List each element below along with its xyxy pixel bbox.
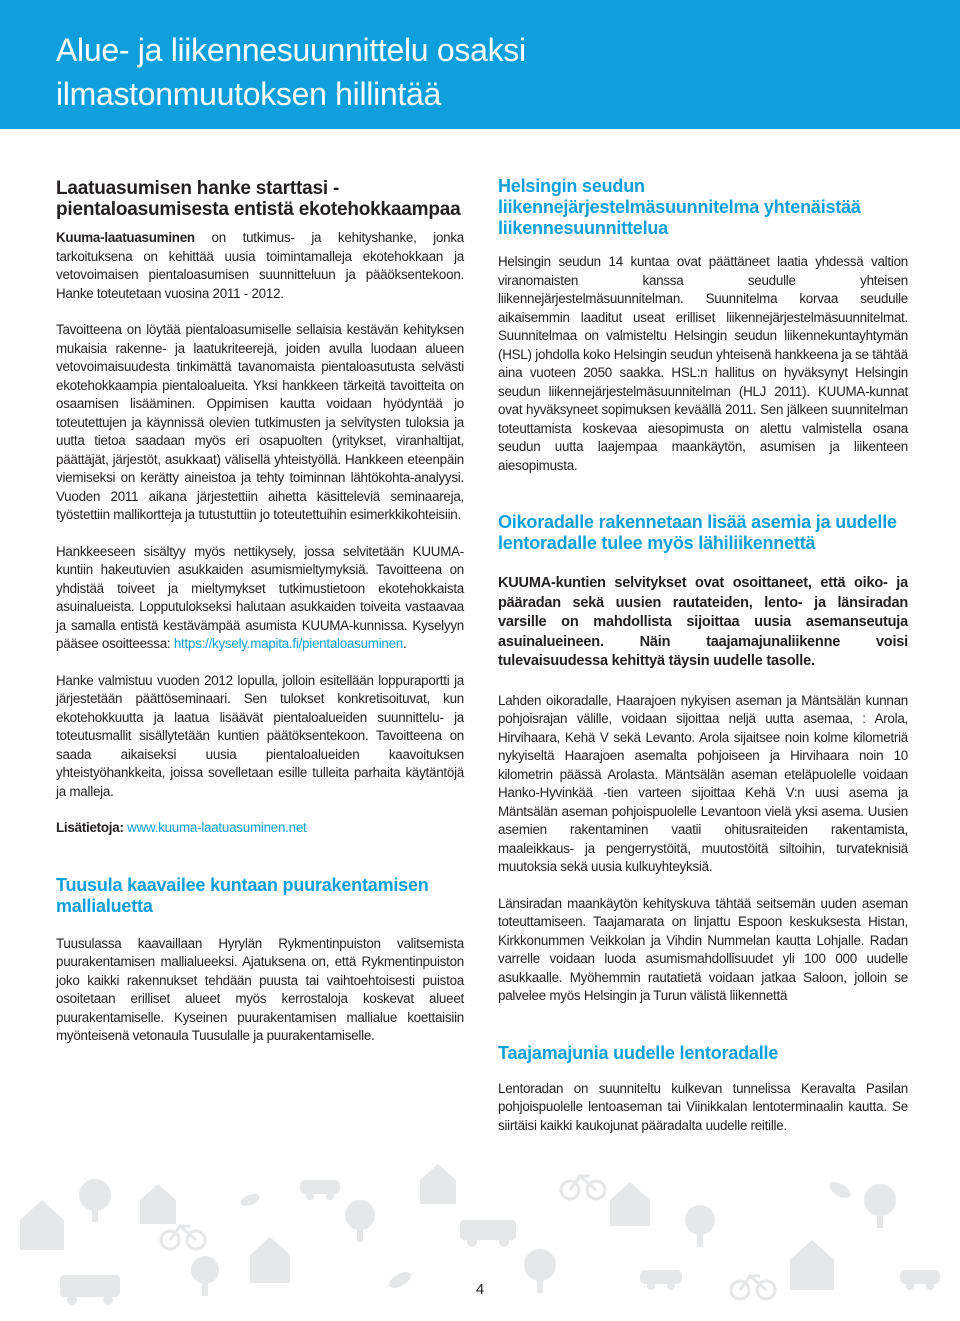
tree-icon	[864, 1184, 896, 1216]
article-paragraph: Lentoradan on suunniteltu kulkevan tunnelissa Keravalta Pasilan pohjoispuolelle lentoaseman tai Viinikkalan lentoterminaalin kautta. Se siirtäisi kaikki kaukojunat pääradalta uudelle reitille.	[498, 1080, 908, 1133]
article-tuusula	[56, 875, 464, 1046]
article-hlj	[498, 176, 908, 475]
more-info-link[interactable]: www.kuuma-laatuasuminen.net	[127, 820, 307, 835]
more-info-line	[56, 819, 464, 838]
bicycle-icon	[561, 1176, 605, 1199]
tree-icon	[685, 1205, 715, 1235]
title-line-2: ilmastonmuutoksen hillintää	[56, 76, 441, 112]
house-icon	[140, 1184, 176, 1224]
article-paragraph: Tuusulassa kaavaillaan Hyrylän Rykmentinpuiston valitsemista puurakentamisen mallialueeksi. Ajatuksena on, että Rykmentinpuiston joko kaikki rakennukset tehdään puusta tai vaihtoehtoisesti puistoa osoitetaan erilliset alueet myös kerrostaloja koskevat alueet puurakentamiselle. Kyseinen puurakentamisen mallialue koettaisiin myönteisenä vetonaula Tuusulalle ja puurakentamiselle.	[56, 935, 464, 1043]
more-info-label: Lisätietoja:	[56, 820, 124, 835]
page-number: 4	[475, 1281, 485, 1298]
article-lead: KUUMA-kuntien selvitykset ovat osoittaneet, että oiko- ja pääradan sekä uusien rautateiden, lento- ja länsiradan varsille on mahdollista sijoittaa uusia asemanseutuja asuinalueineen. Näin taajamajunaliikenne voisi tulevaisuudessa kehittyä täysin uudelle tasolle.	[498, 575, 908, 669]
paragraph-text: on tutkimus- ja kehityshanke, jonka tarkoituksena on kehittää uusia toimintamalleja ekotehokkaan ja vetovoimaisen pientaloasumisen suunnitteluun ja pääöksentekoon. Hanke toteutetaan vuosina 2011 - 2012.	[56, 230, 464, 301]
article-oikorata	[498, 512, 908, 1006]
paragraph-text: Hankkeeseen sisältyy myös nettikysely, jossa selvitetään KUUMA-kuntiin hakeutuvien asukkaiden asumismieltymyksiä. Tavoitteena on yhdistää toiveet ja mieltymykset tutkimustietoon ekotehokkaista asuinalueista. Lopputulokseksi halutaan asukkaiden toiveita vastaavaa ja samalla entistä kestävämpää asumista KUUMA-kunnissa. Kyselyyn pääsee osoitteessa:	[56, 543, 464, 651]
article-paragraph	[56, 229, 464, 303]
page-title	[56, 28, 916, 116]
car-icon	[300, 1180, 340, 1194]
article-heading: Taajamajunia uudelle lentoradalle	[498, 1042, 779, 1063]
tree-icon	[524, 1249, 556, 1281]
house-icon	[610, 1182, 650, 1226]
house-icon	[250, 1237, 290, 1283]
paragraph-text: .	[403, 636, 407, 651]
tree-icon	[191, 1256, 219, 1284]
leaf-icon	[827, 1179, 854, 1201]
tree-icon	[345, 1200, 375, 1230]
article-paragraph: Helsingin seudun 14 kuntaa ovat päättäneet laatia yhdessä valtion viranomaisten kanssa seudulle yhteisen liikennejärjestelmäsuunnitelman. Suunnitelma korvaa seudulle aikaisemmin laaditut useat erilliset liikennejärjestelmäsuunnitelmat. Suunnitelmaa on valmisteltu Helsingin seudun liikennekuntayhtymän (HSL) johdolla koko Helsingin seudun yhteisenä hankkeena ja se tähtää aina vuoteen 2050 saakka. HSL:n hallitus on hyväksynyt Helsingin seudun liikennejärjestelmäsuunnitelman (HLJ 2011). KUUMA-kunnat ovat hyväksyneet sopimuksen keväällä 2011. Sen jälkeen suunnitelman toteuttamista koskevaa aiesopimusta on alettu valmistella osana seudun uutta laajempaa maankäytön, asumisen ja liikenteen aiesopimusta.	[498, 254, 908, 473]
header-banner	[0, 0, 960, 129]
article-paragraph	[56, 543, 464, 654]
article-paragraph: Tavoitteena on löytää pientaloasumiselle sellaisia kestävän kehityksen mukaisia rakenne- ja laatukriteerejä, joiden avulla luodaan alueen vetovoimaisuudesta tinkimättä tavanomaista pientaloasutusta selvästi ekotehokkaampia pientaloalueita. Yksi hankkeen tärkeitä tavoitteita on osaamisen lisääminen. Oppimisen kautta voidaan hyödyntää jo toteutettujen ja käynnissä olevien tutkimusten ja selvitysten tuloksia ja uutta tietoa saadaan myös eri osapuolten (yritykset, viranhaltijat, päättäjät, järjestöt, asukkaat) välisellä yhteistyöllä. Hankkeen eteenpäin viemiseksi on kerätty aineistoa ja tehty toiminnan lähtökohta-analyysi. Vuoden 2011 aikana järjestettiin aihetta käsitteleviä seminaareja, työstettiin mallikortteja ja tutustuttiin jo toteutettuihin esimerkkikohteisiin.	[56, 322, 464, 522]
article-heading: Laatuasumisen hanke starttasi - pientaloasumisesta entistä ekotehokkaampaa	[56, 178, 461, 220]
article-laatuasuminen	[56, 178, 464, 838]
bus-icon	[460, 1220, 516, 1240]
article-heading: Helsingin seudun liikennejärjestelmäsuunnitelma yhtenäistää liikennesuunnittelua	[498, 176, 861, 238]
article-paragraph: Hanke valmistuu vuoden 2012 lopulla, jolloin esitellään loppuraportti ja järjestetään päättöseminaari. Sen tulokset konkretisoituvat, kun ekotehokkuutta ja laatua lisäävät pientaloalueiden suunnittelu- ja toteutusmallit sisällytetään kuntien päätöksentekoon. Tavoitteena on saada aikaiseksi uusia pientaloalueiden kaavoituksen yhteistyöhankkeita, joissa sovelletaan esille tulleita parhaita käytäntöjä ja malleja.	[56, 672, 464, 799]
right-column	[498, 176, 908, 1135]
article-lentorata	[498, 1043, 908, 1136]
house-icon	[420, 1164, 456, 1204]
survey-link[interactable]: https://kysely.mapita.fi/pientaloasuminen	[173, 636, 404, 651]
left-column	[56, 178, 464, 1046]
bold-lead-term: Kuuma-laatuasuminen	[56, 230, 195, 245]
article-paragraph: Länsiradan maankäytön kehityskuva tähtää seitsemän uuden aseman toteuttamiseen. Taajamarata on linjattu Espoon keskuksesta Histan, Kirkkonummen Veikkolan ja Vihdin Nummelan kautta Lohjalle. Radan varrelle voidaan luoda asumismahdollisuudet yli 100 000 uudelle asukkaalle. Myöhemmin rautatietä voidaan jatkaa Saloon, jolloin se palvelee myös Helsingin ja Turun välistä liikennettä	[498, 895, 908, 1003]
leaf-icon	[239, 1192, 261, 1208]
article-heading: Oikoradalle rakennetaan lisää asemia ja uudelle lentoradalle tulee myös lähiliikennettä	[498, 512, 897, 553]
article-paragraph: Lahden oikoradalle, Haarajoen nykyisen aseman ja Mäntsälän kunnan pohjoisrajan välille, voidaan sijoittaa neljä uutta asemaa, : Arola, Hirvihaara, Kehä V sekä Levanto. Arola sijaitsee noin kolme kilometriä nykyiseltä Haarajoen asemalta pohjoiseen ja Hirvihaara noin 10 kilometrin päässä Arolasta. Mäntsälän aseman eteläpuolelle voidaan Hanko-Hyvinkää -tien varteen sijoittaa Kehä V:n uusi asema ja Mäntsälän aseman pohjoispuolelle Levantoon vielä yksi asema. Uusien asemien rakentaminen vaatii ohitusraiteiden rakentamista, maaleikkaus- ja pengerrystöitä, muutostöitä siltoihin, turvateknisiä muutoksia sekä uusia kulkuyhteyksiä.	[498, 692, 908, 874]
title-line-1: Alue- ja liikennesuunnittelu osaksi	[56, 32, 526, 68]
article-heading: Tuusula kaavailee kuntaan puurakentamisen mallialuetta	[56, 874, 429, 916]
tree-icon	[79, 1179, 111, 1211]
bicycle-icon	[161, 1226, 205, 1249]
house-icon	[20, 1200, 64, 1250]
